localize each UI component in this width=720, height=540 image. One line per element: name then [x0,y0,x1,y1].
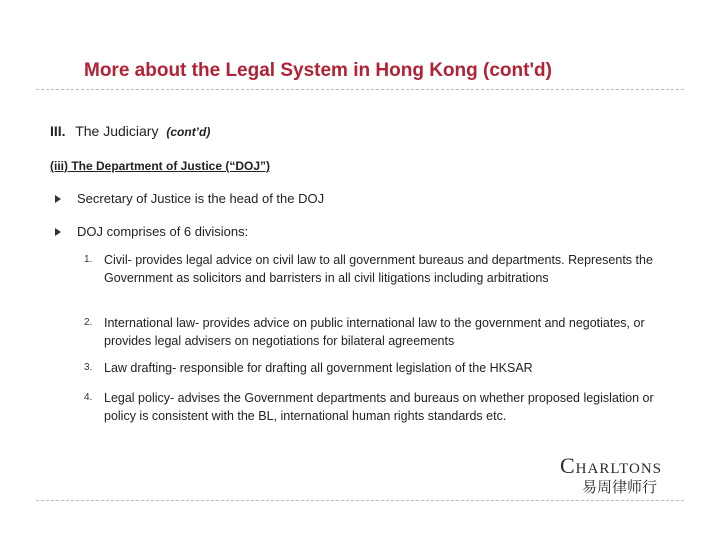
division-text: Legal policy- advises the Government departments and bureaus on whether proposed legislation or policy is consistent with the BL, international human rights standards etc. [104,391,654,423]
section-label: The Judiciary [75,123,159,139]
division-number: 1. [84,254,93,265]
footer-divider [36,500,684,501]
section-number: III. [50,123,66,139]
bullet-text: DOJ comprises of 6 divisions: [77,224,249,239]
triangle-bullet-icon [55,195,61,203]
bullet-item [55,224,248,239]
division-number: 4. [84,392,93,403]
division-text: Law drafting- responsible for drafting all government legislation of the HKSAR [104,361,533,375]
division-text: International law- provides advice on public international law to the government and negotiates, or provides legal advisers on negotiations for bilateral agreements [104,316,645,348]
triangle-bullet-icon [55,228,61,236]
slide-title: More about the Legal System in Hong Kong (cont'd) [84,60,552,81]
division-item [84,389,674,425]
subheading: (iii) The Department of Justice (“DOJ”) [50,159,271,173]
title-divider [36,89,684,90]
section-heading [50,123,210,139]
bullet-item [55,191,324,206]
division-item [84,314,674,350]
division-item [84,359,674,377]
division-text: Civil- provides legal advice on civil law to all government bureaus and departments. Represents the Government as solicitors and barristers in all civil litigations including arbitrations [104,253,653,285]
division-number: 2. [84,317,93,328]
logo-chinese: 易周律师行 [582,478,658,496]
bullet-text: Secretary of Justice is the head of the DOJ [77,191,325,206]
charltons-logo [560,455,684,497]
division-number: 3. [84,362,93,373]
section-suffix: (cont’d) [166,125,211,139]
logo-english: Charltons [560,453,663,478]
division-item [84,251,674,287]
